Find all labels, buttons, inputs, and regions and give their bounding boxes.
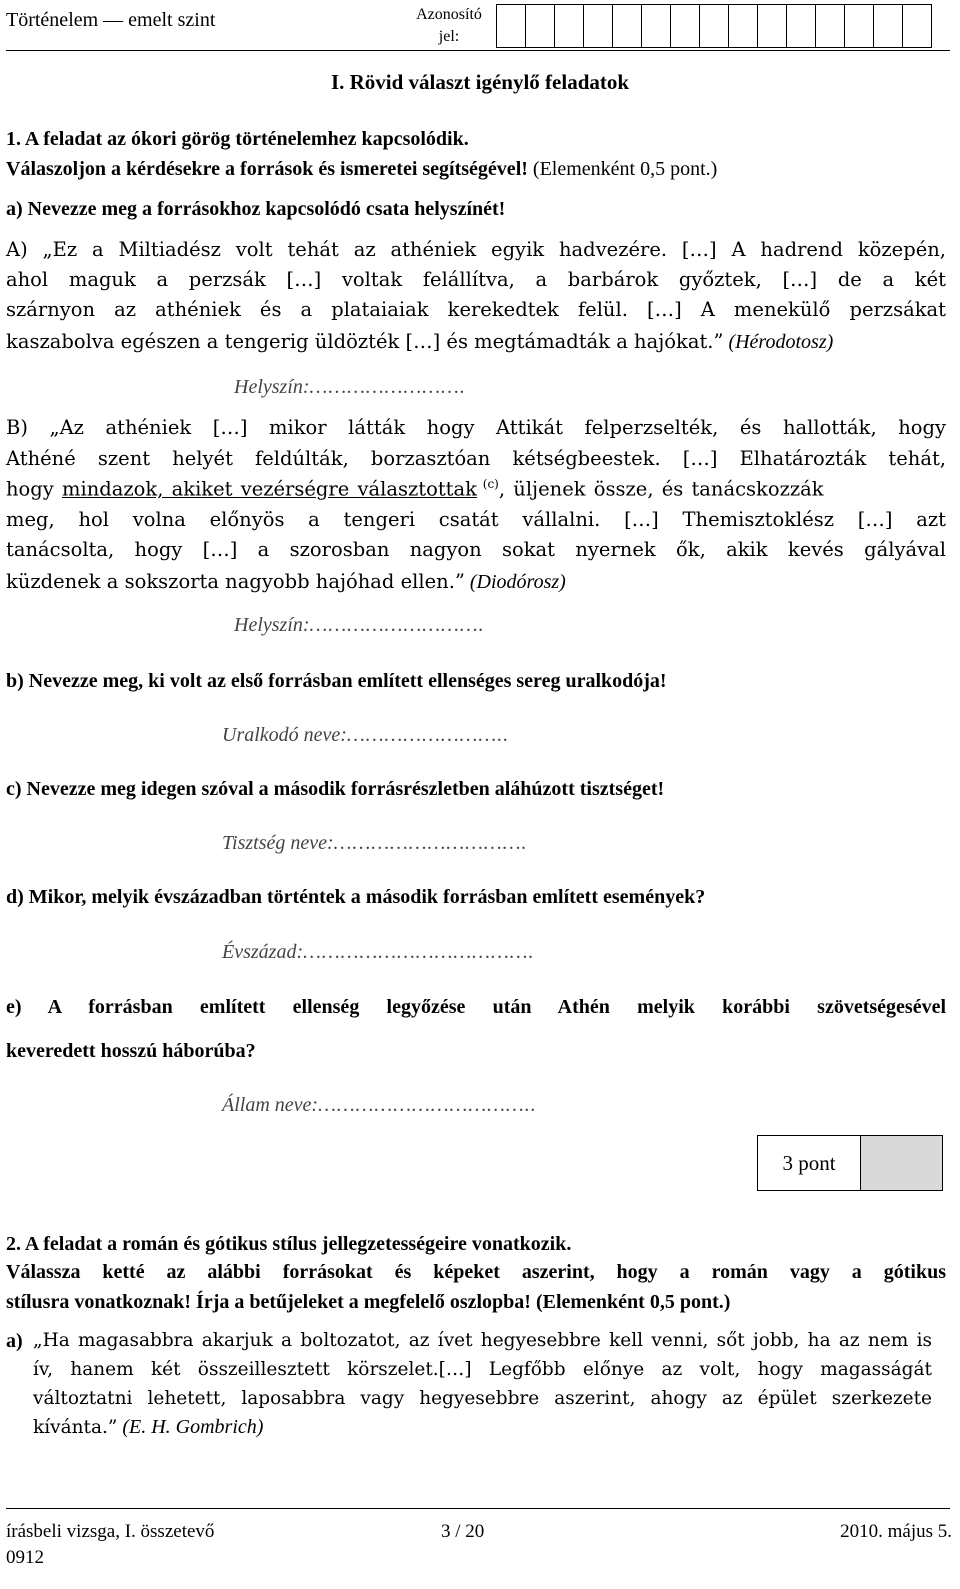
score-label: 3 pont (757, 1135, 861, 1191)
question-a: a) Nevezze meg a forrásokhoz kapcsolódó csata helyszínét! (6, 198, 506, 220)
footer-date: 2010. május 5. (840, 1521, 952, 1542)
answer-e-label: Állam neve: (222, 1094, 319, 1116)
sourceB-line: tanácsolta, hogy […] a szorosban nagyon sokat nyernek ők, akik kevés gályával (6, 538, 946, 561)
answerB-dots: ………………………. (309, 614, 485, 636)
task1-instruction-bold: Válaszoljon a kérdésekre a források és ismeretei segítségével! (6, 158, 528, 180)
task2-a-author: (E. H. Gombrich) (117, 1416, 264, 1438)
sourceB-text: küzdenek a sokszorta nagyobb hajóhad ellen.” (6, 570, 465, 593)
id-boxes (497, 4, 932, 48)
id-label-line-2: jel: (438, 28, 460, 45)
task2-a-line: változtatni lehetett, laposabbra vagy hegyesebbre aszerint, ahogy az épület szerkezete (33, 1388, 932, 1409)
question-c: c) Nevezze meg idegen szóval a második forrásrészletben aláhúzott tisztséget! (6, 778, 665, 800)
answer-b-field[interactable] (222, 724, 509, 747)
answerA-label: Helyszín: (234, 376, 310, 398)
footnote-mark: (c) (476, 477, 499, 491)
id-box[interactable] (554, 4, 584, 48)
footer-page-number: 3 / 20 (441, 1521, 485, 1542)
id-box[interactable] (786, 4, 816, 48)
page-header (0, 0, 960, 50)
id-box[interactable] (525, 4, 555, 48)
answer-c-field[interactable] (222, 832, 528, 855)
footer-divider (6, 1508, 950, 1509)
section-title: I. Rövid választ igénylő feladatok (330, 70, 630, 94)
answerA-dots: ……………………. (309, 376, 466, 398)
answer-d-field[interactable] (222, 941, 535, 964)
answer-e-field[interactable] (222, 1094, 537, 1117)
sourceB-last-line (6, 570, 946, 594)
answer-c-dots: …………………………. (333, 832, 528, 854)
sourceA-line: A) „Ez a Miltiadész volt tehát az athéniek egyik hadvezére. […] A hadrend közepén, (6, 238, 946, 261)
sourceB-l3-post: , üljenek össze, és tanácskozzák (498, 477, 824, 501)
subject-title: Történelem — emelt szint (6, 9, 216, 31)
header-divider (6, 50, 950, 51)
sourceB-author: (Diodórosz) (464, 571, 566, 593)
sourceA-last-line (6, 330, 946, 354)
answerB-field[interactable] (234, 614, 485, 637)
id-box[interactable] (902, 4, 932, 48)
id-box[interactable] (612, 4, 642, 48)
question-d: d) Mikor, melyik évszázadban történtek a második forrásban említett események? (6, 886, 706, 908)
sourceA-text: kaszabolva egészen a tengerig üldözték […] és megtámadták a hajókat.” (6, 330, 724, 353)
score-box (757, 1135, 943, 1191)
sourceB-line-3 (6, 477, 946, 501)
sourceB-line: B) „Az athéniek […] mikor látták hogy Attikát felperzselték, és hallották, hogy (6, 416, 946, 439)
question-b: b) Nevezze meg, ki volt az első forrásban említett ellenséges sereg uralkodója! (6, 670, 667, 692)
id-box[interactable] (844, 4, 874, 48)
underlined-office: mindazok, akiket vezérségre választottak (62, 477, 477, 501)
sourceA-author: (Hérodotosz) (723, 331, 834, 353)
sourceA-line: ahol maguk a perzsák […] voltak felállítva, a barbárok győztek, […] de a két (6, 268, 946, 291)
id-box[interactable] (670, 4, 700, 48)
task1-instruction (6, 158, 946, 181)
id-box[interactable] (583, 4, 613, 48)
id-box[interactable] (757, 4, 787, 48)
score-cell[interactable] (861, 1135, 943, 1191)
answerA-field[interactable] (234, 376, 466, 399)
answer-e-dots: …………………………….. (318, 1094, 537, 1116)
answerB-label: Helyszín: (234, 614, 310, 636)
id-label (410, 4, 488, 48)
task2-a-last-line (33, 1416, 932, 1439)
id-box[interactable] (873, 4, 903, 48)
id-box[interactable] (496, 4, 526, 48)
question-e-line-2: keveredett hosszú háborúba? (6, 1040, 256, 1062)
task2-instruction-line-2: stílusra vonatkoznak! Írja a betűjeleket a megfelelő oszlopba! (Elemenként 0,5 pont.) (6, 1291, 731, 1313)
task2-instruction-line-1: Válassza ketté az alábbi forrásokat és képeket aszerint, hogy a román vagy a gótikus (6, 1261, 946, 1283)
answer-c-label: Tisztség neve: (222, 832, 334, 854)
id-box[interactable] (699, 4, 729, 48)
sourceA-line: szárnyon az athéniek és a plataiaiak kerekedtek felül. […] A menekülő perzsákat (6, 298, 946, 321)
id-label-line-1: Azonosító (416, 6, 482, 23)
answer-b-dots: …………………….. (346, 724, 510, 746)
task2-a-label: a) (6, 1330, 23, 1352)
task2-a-line: ív, hanem két összeillesztett körszelet.[…] Legfőbb előnye az volt, hogy magasságát (33, 1359, 932, 1380)
answer-b-label: Uralkodó neve: (222, 724, 347, 746)
question-e-line-1: e) A forrásban említett ellenség legyőzése után Athén melyik korábbi szövetségesével (6, 996, 946, 1018)
task2-heading: 2. A feladat a román és gótikus stílus jellegzetességeire vonatkozik. (6, 1233, 572, 1255)
footer-code: 0912 (6, 1547, 44, 1568)
task1-heading: 1. A feladat az ókori görög történelemhez kapcsolódik. (6, 128, 469, 150)
sourceB-line: meg, hol volna előnyös a tengeri csatát vállalni. […] Themisztoklész […] azt (6, 508, 946, 531)
sourceB-line: Athéné szent helyét feldúlták, borzasztóan kétségbeestek. […] Elhatározták tehát, (6, 447, 946, 470)
answer-d-label: Évszázad: (222, 941, 304, 963)
answer-d-dots: ………………………………. (303, 941, 535, 963)
id-box[interactable] (641, 4, 671, 48)
task2-a-text: kívánta.” (33, 1417, 118, 1438)
footer-exam-label: írásbeli vizsga, I. összetevő (6, 1521, 215, 1542)
id-box[interactable] (728, 4, 758, 48)
task1-instruction-points: (Elemenként 0,5 pont.) (527, 158, 718, 180)
task2-a-line: „Ha magasabbra akarjuk a boltozatot, az ívet hegyesebbre kell venni, sőt jobb, ha az nem is (33, 1330, 932, 1351)
sourceB-l3-pre: hogy (6, 477, 62, 501)
id-box[interactable] (815, 4, 845, 48)
